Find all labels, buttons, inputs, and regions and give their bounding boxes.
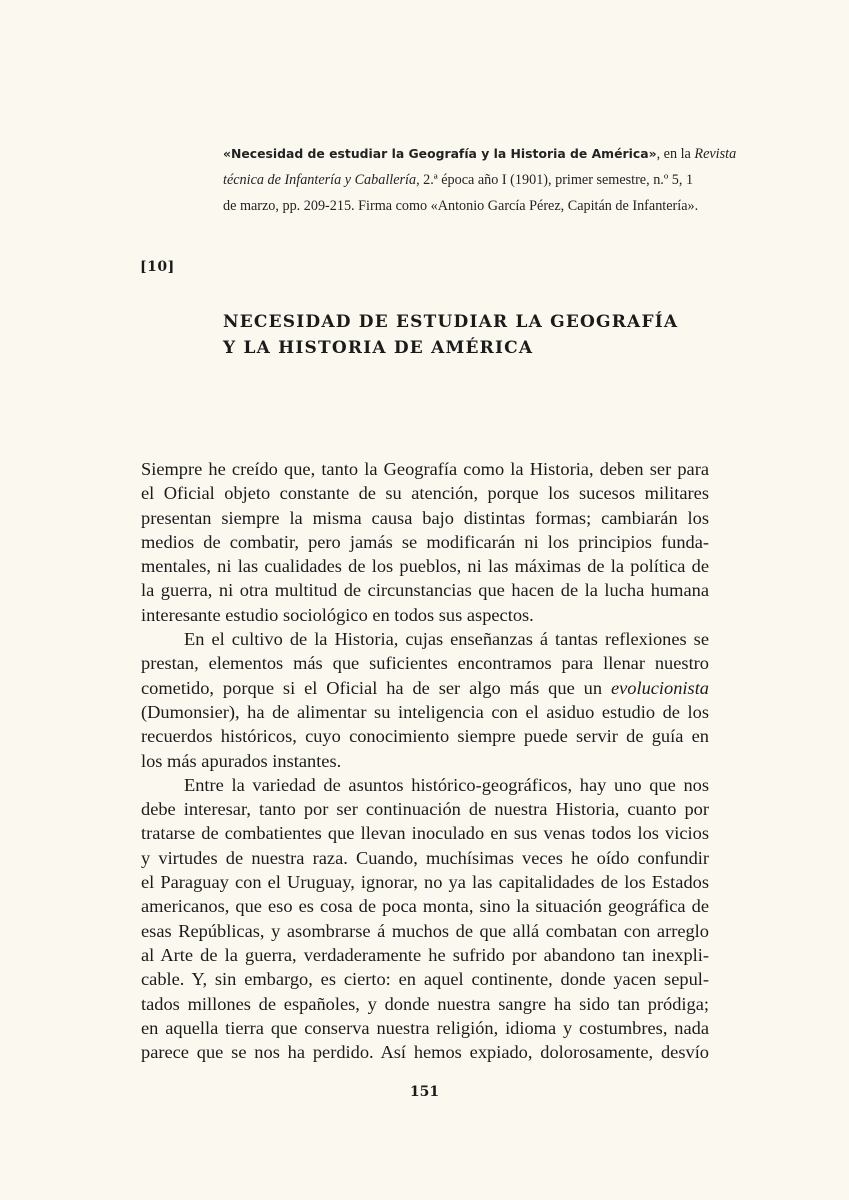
headnote-journal: técnica de Infantería y Caballería	[223, 172, 417, 188]
paragraph-3	[141, 773, 709, 1065]
title-line-2: Y LA HISTORIA DE AMÉRICA	[223, 338, 534, 358]
text-line: parece que se nos ha perdido. Así hemos expiado, dolorosamente, desvío	[141, 1042, 709, 1063]
text-line: los más apurados instantes.	[141, 750, 342, 771]
text-line: tratarse de combatientes que llevan inoculado en sus venas todos los vicios	[141, 823, 709, 844]
text-line: en aquella tierra que conserva nuestra religión, idioma y costumbres, nada	[141, 1017, 709, 1038]
paragraph-1	[141, 457, 709, 627]
italic-term: evolucionista	[610, 677, 709, 698]
text-line: interesante estudio sociológico en todos sus aspectos.	[141, 604, 534, 625]
text-line: cable. Y, sin embargo, es cierto: en aquel continente, donde yacen sepul-	[141, 969, 709, 990]
headnote-line-3: de marzo, pp. 209-215. Firma como «Antonio García Pérez, Capitán de Infantería».	[223, 198, 699, 214]
text-line: presentan siempre la misma causa bajo distintas formas; cambiarán los	[141, 507, 709, 528]
headnote-line-1	[223, 141, 737, 167]
headnote-text: , 2.ª época año I (1901), primer semestre, n.º 5, 1	[416, 172, 694, 188]
page-title	[223, 309, 678, 361]
headnote-line-2	[223, 167, 715, 193]
text-line: tados millones de españoles, y donde nuestra sangre ha sido tan pródiga;	[141, 993, 709, 1014]
text-line: el Oficial objeto constante de su atención, porque los sucesos militares	[141, 483, 709, 504]
text-fragment: cometido, porque si el Oficial ha de ser algo más que un	[141, 677, 611, 698]
headnote-journal: Revista	[694, 146, 737, 162]
page-number: 151	[409, 1084, 440, 1100]
headnote	[223, 141, 737, 219]
document-number: [10]	[140, 259, 175, 275]
text-line: mentales, ni las cualidades de los pueblos, ni las máximas de la política de	[141, 556, 709, 577]
headnote-article-title: «Necesidad de estudiar la Geografía y la Historia de América»	[223, 146, 657, 161]
title-line-1: NECESIDAD DE ESTUDIAR LA GEOGRAFÍA	[223, 312, 679, 332]
text-line: el Paraguay con el Uruguay, ignorar, no ya las capitalidades de los Estados	[141, 872, 709, 893]
text-line: prestan, elementos más que suficientes encontramos para llenar nuestro	[141, 653, 709, 674]
text-line: debe interesar, tanto por ser continuación de nuestra Historia, cuanto por	[141, 799, 709, 820]
text-line: recuerdos históricos, cuyo conocimiento siempre puede servir de guía en	[141, 726, 709, 747]
headnote-text: , en la	[656, 146, 695, 162]
paragraph-2	[141, 627, 709, 773]
text-line: (Dumonsier), ha de alimentar su inteligencia con el asiduo estudio de los	[141, 701, 709, 722]
text-line: esas Repúblicas, y asombrarse á muchos de que allá combatan con arreglo	[141, 920, 709, 941]
text-line	[141, 676, 709, 700]
text-line: Siempre he creído que, tanto la Geografía como la Historia, deben ser para	[141, 459, 709, 479]
body-text	[141, 457, 709, 1064]
text-line: americanos, que eso es cosa de poca monta, sino la situación geográfica de	[141, 896, 709, 917]
text-line: Entre la variedad de asuntos histórico-geográficos, hay uno que nos	[184, 774, 709, 795]
text-line: la guerra, ni otra multitud de circunstancias que hacen de la lucha humana	[141, 580, 709, 601]
text-line: y virtudes de nuestra raza. Cuando, muchísimas veces he oído confundir	[141, 847, 709, 868]
text-line: al Arte de la guerra, verdaderamente he sufrido por abandono tan inexpli-	[141, 944, 709, 965]
text-line: medios de combatir, pero jamás se modificarán ni los principios funda-	[141, 531, 709, 552]
text-line: En el cultivo de la Historia, cujas enseñanzas á tantas reflexiones se	[184, 629, 709, 650]
